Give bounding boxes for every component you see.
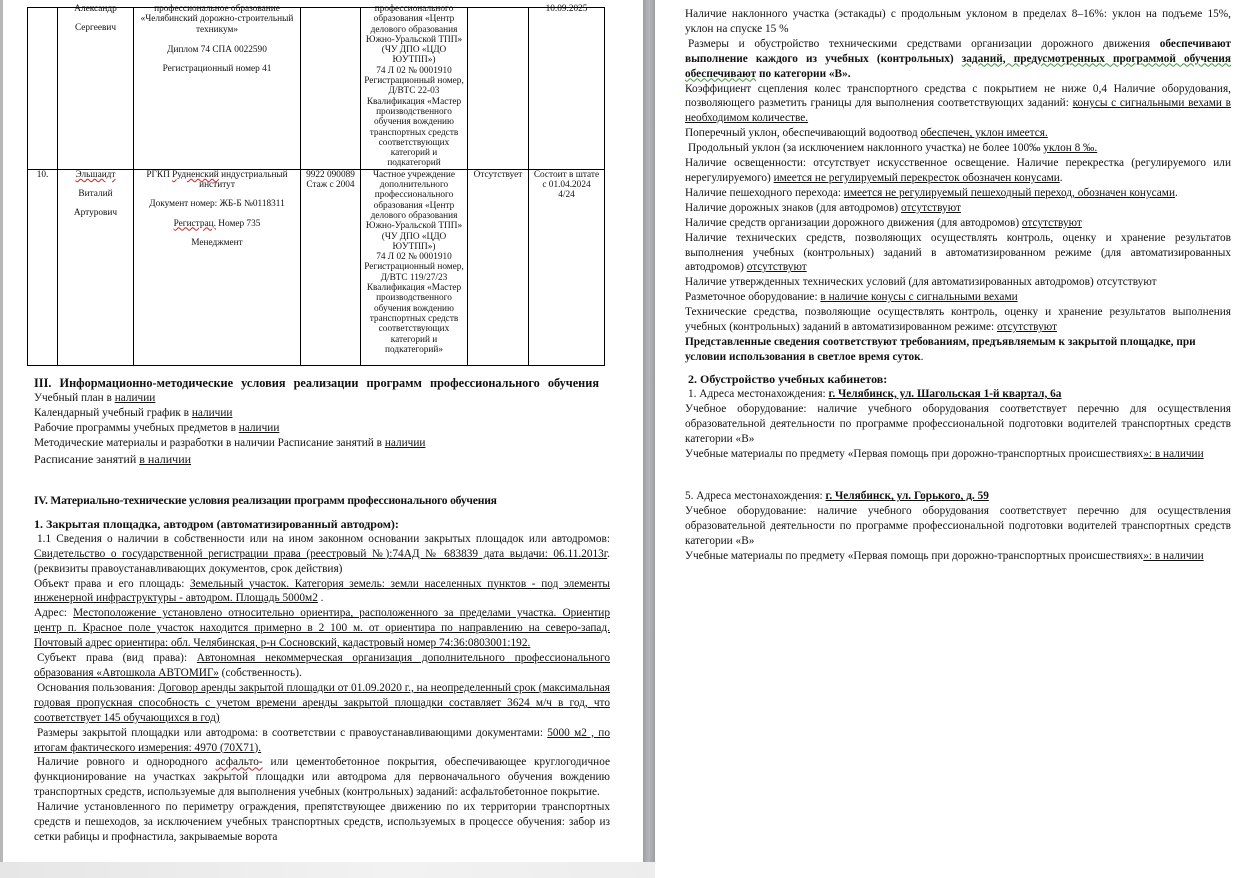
qualification-line: образования «Центр [373,14,455,25]
equipment-1: Учебное оборудование: наличие учебного оборудования соответствует перечню для осуществления образовательной деятельности по программе профессиональной подготовки водителей транспортных средств категории «В» [685,402,1231,445]
text-run: имеется не регулируемый пешеходный переход, обозначен конусами [843,186,1175,199]
text-run: Договор аренды закрытой площадки от 01.09.2020 г., на неопределенный срок (максимальная годовая пропускная способность с учетом времени аренды закрытой площадки составляет 3624 м/ч в год, что соответствует 145 обучающихся в год) [34,681,610,724]
text-run: конусы с сигнальными вехами в необходимом количестве. [685,97,1231,125]
cell-other [468,8,529,170]
cell-status [529,169,605,365]
text-run: Продольный уклон (за исключением наклонного участка) не более 100‰ [688,142,1044,155]
specialty: Менеджмент [191,237,243,248]
text-run: Учебный план в [34,392,115,404]
text-run: Наличие освещенности: отсутствует искусственное освещение. Наличие перекрестка (регулируемого или нерегулируемого) [685,157,1231,184]
text-run: по категории «В». [756,67,851,80]
cell-name [58,4,134,170]
text-run: »: в наличии [1143,550,1204,563]
qualification-line: профессионального [374,190,454,201]
table-row [28,8,605,170]
text-run: Методические материалы и разработки в наличии Расписание занятий в [34,436,385,449]
qualification-line: Регистрационный номер, [364,262,464,273]
document-page-right[interactable] [655,0,1251,878]
subsection-1-heading: 1. Закрытая площадка, автодром (автоматизированный автодром): [34,516,399,531]
text-run: наличии [238,421,280,434]
text-run: (собственность). [218,666,302,679]
status-text: 10.09.2025 [545,4,588,14]
qualification-line: транспортных средств [369,127,459,138]
text-run: »: в наличии [1143,447,1204,460]
paragraph [685,82,1231,127]
paragraph [34,606,610,651]
text-run: Учебные материалы по предмету «Первая помощь при дорожно-транспортных происшествиях [685,550,1144,563]
text-run: имеется не регулируемый перекресток обозначен конусами [773,171,1060,184]
paragraph [685,305,1231,335]
text-run: уклон 8 ‰. [1043,142,1098,155]
first-name: Виталий [78,189,113,200]
patronymic: Артурович [73,208,118,219]
qualification-line: категорий и [390,148,438,159]
text-run: Расписание занятий [34,451,140,466]
section-3-heading: III. Информационно-методические условия реализации программ профессионального обучения [34,376,600,390]
conclusion [685,335,1231,365]
text-run: 5000 м2 , по итогам фактического измерения: 4970 (70Х71). [34,726,610,754]
text-run: или цементобетонное покрытия, обеспечивающее круглогодичное функционирование на участках закрытой площадки или автодрома для первоначального обучения вождению транспортных средств, используемые для выполнения учебных (контрольных) заданий: асфальтобетонное покрытие. [34,756,611,799]
text-run: Объект права и его площадь: [34,577,191,590]
qualification-line: образования «Центр [373,200,455,211]
text-run: г. Челябинск, ул. [828,387,917,400]
qualification-line: обучения вождению [374,117,454,128]
text-run: . (реквизиты правоустанавливающих документов, срок действия) [34,547,610,575]
text-run: Шагольская [916,387,981,400]
cell-education [134,169,301,365]
text-run: Субъект права (вид права): [37,652,197,665]
qualification-line: производственного [376,293,452,304]
experience: Стаж с 2004 [306,180,355,191]
list-item [34,436,610,451]
paragraph [34,681,610,726]
qualification-line: категорий и [390,334,438,345]
edu-org-misspelled: Рудненский [172,169,219,180]
cell-status [529,4,605,170]
text-run: 1.1 Сведения о наличии в собственности или на ином законном основании закрытых площадок или автодромов: [37,532,610,545]
staff-table [27,4,605,366]
text-run: Наличие технических средств, позволяющих осуществлять контроль, оценку и хранение результатов выполнения учебных (контрольных) заданий в автоматизированном режиме (для автоматизированных автодромов) [685,231,1231,274]
text-run: в наличии [139,451,192,466]
cell-name [58,169,134,365]
diploma-text: Диплом 74 СПА 0022590 [167,44,267,55]
paragraph: Наличие утвержденных технических условий (для автоматизированных автодромов) отсутствуют [685,276,1157,289]
text-run: отсутствуют [746,261,807,274]
qualification-line: транспортных средств [369,313,459,324]
cell-education [134,4,301,170]
reg-prefix: Регистрац. [173,218,216,229]
text-run: Основания пользования: [37,681,159,694]
education-line: профессиональное образование [154,4,280,14]
text-run: Поперечный уклон, обеспечивающий водоотвод [685,127,921,140]
text-run: Рабочие программы учебных предметов в [34,421,239,434]
qualification-line: Д/ВТС 22-03 [388,86,440,97]
materials-5 [685,549,1231,564]
qualification-line: делового образования [370,24,458,35]
text-run: отсутствуют [997,321,1057,334]
list-item [34,391,610,406]
text-run: Адрес: [34,607,74,620]
qualification-line: Южно-Уральской ТПП» [365,34,463,45]
paragraph [685,156,1231,186]
text-run: , р-н Сосновский, кадастровый номер 74:36:0803001:192. [254,637,531,650]
text-run: обеспечен, уклон имеется. [920,127,1048,140]
paragraph [685,290,1231,305]
qualification-line: обучения вождению [374,303,454,314]
cell-qualification [361,169,468,365]
qualification-line: (ЧУ ДПО «ЦДО [381,45,447,56]
qualification-line: ЮУТПП») [392,241,436,252]
text-run: Наличие ровного и однородного [37,756,216,769]
text-run: асфальто- [215,756,263,769]
text-run: Челябинская [193,637,255,650]
qualification-line: делового образования [370,210,458,221]
edu-org-prefix: РГКП [146,169,170,180]
qualification-line: 74 Л 02 № 0001910 [376,252,452,263]
cell-number [28,8,58,170]
paragraph [34,532,610,577]
qualification-line: подкатегорий [387,158,441,169]
text-run: Наличие дорожных знаков (для автодромов) [685,201,901,214]
text-run: Коэффициент сцепления колес транспортного средства с покрытием не ниже 0,4 Наличие оборудования, позволяющего разметить границы для выполнения соответствующих заданий: [685,82,1231,110]
text-run: отсутствуют [900,201,961,214]
text-run: заданий, предусмотренных программой обучения обеспечивают [685,52,1231,80]
text-run: отсутствуют [1021,216,1082,229]
text-run: Учебные материалы по предмету «Первая помощь при дорожно-транспортных происшествиях [685,447,1144,460]
text-run: Размеры закрытой площадки или автодрома: в соответствии с правоустанавливающими документами: [37,726,548,739]
cell-license [301,169,361,365]
text-run: Земельный участок. Категория земель: земли населенных пунктов - под элементы инженерной инфраструктуры - автодром. Площадь 5000м2 [34,577,610,605]
cell-other: Отсутствует [468,169,529,365]
paragraph [34,726,610,756]
text-run: Местоположение установлено относительно ориентира, расположенного за пределами участка. Ориентир центр п. Красное поле участок находится примерно в 2 100 м. от ориентира по направлению на северо-запад. Почтовый адрес ориентира: обл. [34,607,611,650]
text-run: Разметочное оборудование: [685,291,821,304]
text-run: обеспечивают выполнение каждого из учебных (контрольных) [685,37,1231,65]
text-run: . [1175,186,1178,199]
paragraph [685,37,1231,82]
reg-number-text: Регистрационный номер 41 [162,64,272,75]
text-run: наличии [191,406,233,419]
section-4 [34,494,610,845]
closed-area-details [685,7,1231,365]
license-number: 9922 090089 [306,169,355,180]
qualification-line: ЮУТПП») [392,55,436,66]
qualification-line: соответствующих [378,137,450,148]
qualification-line: Регистрационный номер, [364,76,464,87]
equipment-5: Учебное оборудование: наличие учебного оборудования соответствует перечню для осуществления образовательной деятельности по программе профессиональной подготовки водителей транспортных средств категории «В» [685,505,1231,548]
text-run: наличии [114,392,156,404]
qualification-line: Квалификация «Мастер [366,96,462,107]
section-3 [34,376,610,467]
edu-org-suffix: индустриальный институт [199,169,288,191]
text-run: Календарный учебный график в [34,406,192,419]
text-run: Автономная некоммерческая организация дополнительного профессионального образования «Автошкола АВТОМИГ» [34,652,610,679]
status-line: 4/24 [558,190,575,201]
qualification-line: соответствующих [378,324,450,335]
text-run: 1-й квартал, 6а [980,387,1062,400]
name-line: Александр [74,4,117,14]
paragraph: Наличие установленного по периметру ограждения, препятствующее движению по их территории транспортных средств и пешеходов, за исключением учебных транспортных средств, используемых в процессе обучения: забор из сетки рабицы и профнастила, закрываемые ворота [34,801,610,843]
text-run: Технические средства, позволяющие осуществлять контроль, оценку и хранение результатов выполнения учебных (контрольных) заданий в автоматизированном режиме: [685,306,1231,334]
cell-license [301,8,361,170]
text-run: . [1059,171,1063,184]
horizontal-scroll-area[interactable] [0,862,655,878]
paragraph [34,651,610,681]
paragraph [685,186,1231,201]
paragraph: Наличие наклонного участка (эстакады) с продольным уклоном в пределах 8–16%: уклон на подъеме 15%, уклон на спуске 15 % [685,8,1231,35]
text-run: Наличие пешеходного перехода: [685,186,844,199]
address-1 [685,387,1231,402]
classrooms-section [685,372,1231,564]
list-item [34,421,610,436]
paragraph [685,201,1231,216]
section-4-heading: IV. Материально-технические условия реализации программ профессионального обучения [34,494,497,507]
text-run: 1. Адреса местонахождения: [688,387,829,400]
text-run: Наличие средств организации дорожного движения (для автодромов) [685,216,1022,229]
paragraph [685,141,1231,156]
qualification-line: дополнительного [379,180,449,191]
qualification-line: Квалификация «Мастер [366,283,462,294]
qualification-line: производственного [376,106,452,117]
paragraph [685,216,1231,231]
status-line: с 01.04.2024 [542,180,591,191]
text-run: . [920,350,924,363]
text-run: наличии [384,436,426,449]
table-row [28,169,605,365]
surname: Эльшаидт [75,169,116,180]
materials-1 [685,447,1231,462]
document-page-left[interactable] [3,0,643,862]
text-run: Свидетельство о государственной регистрации права (реестровый №):74АД № 683839 дата выдачи: 06.11.2013г [34,547,608,560]
paragraph [34,755,610,800]
text-run: в наличие конусы с сигнальными вехами [820,291,1018,304]
text-run: . [317,592,324,605]
reg-suffix: Номер 735 [218,218,261,229]
qualification-line: (ЧУ ДПО «ЦДО [381,231,447,242]
education-line: «Челябинский дорожно-строительный техникум» [140,14,294,35]
paragraph [685,231,1231,276]
list-item [34,451,610,467]
paragraph [685,126,1231,141]
list-item [34,406,610,421]
qualification-line: Южно-Уральской ТПП» [365,221,463,232]
text-run: Представленные сведения соответствуют требованиям, предъявляемым к закрытой площадке, при условии использования в светлое время суток [685,335,1196,363]
document-number: Документ номер: ЖБ-Б №0118311 [149,199,285,210]
qualification-line: Д/ВТС 119/27/23 [380,272,448,283]
subsection-2-heading: 2. Обустройство учебных кабинетов: [688,372,888,386]
qualification-line: профессионального [374,4,454,14]
qualification-line: Частное учреждение [372,169,455,180]
page-gap [643,0,655,878]
text-run: Размеры и обустройство техническими средствами организации дорожного движения [688,37,1160,50]
qualification-line: 74 Л 02 № 0001910 [376,65,452,76]
paragraph [34,577,610,607]
cell-number: 10. [28,169,58,365]
status-line: Состоит в штате [533,169,600,180]
text-run: г. Челябинск, ул. Горького, д. 59 [825,490,989,503]
qualification-line: подкатегорий» [384,344,443,355]
cell-qualification [361,4,468,170]
name-line: Сергеевич [74,23,117,34]
text-run: 5. Адреса местонахождения: [685,490,826,503]
address-5 [685,489,1231,504]
